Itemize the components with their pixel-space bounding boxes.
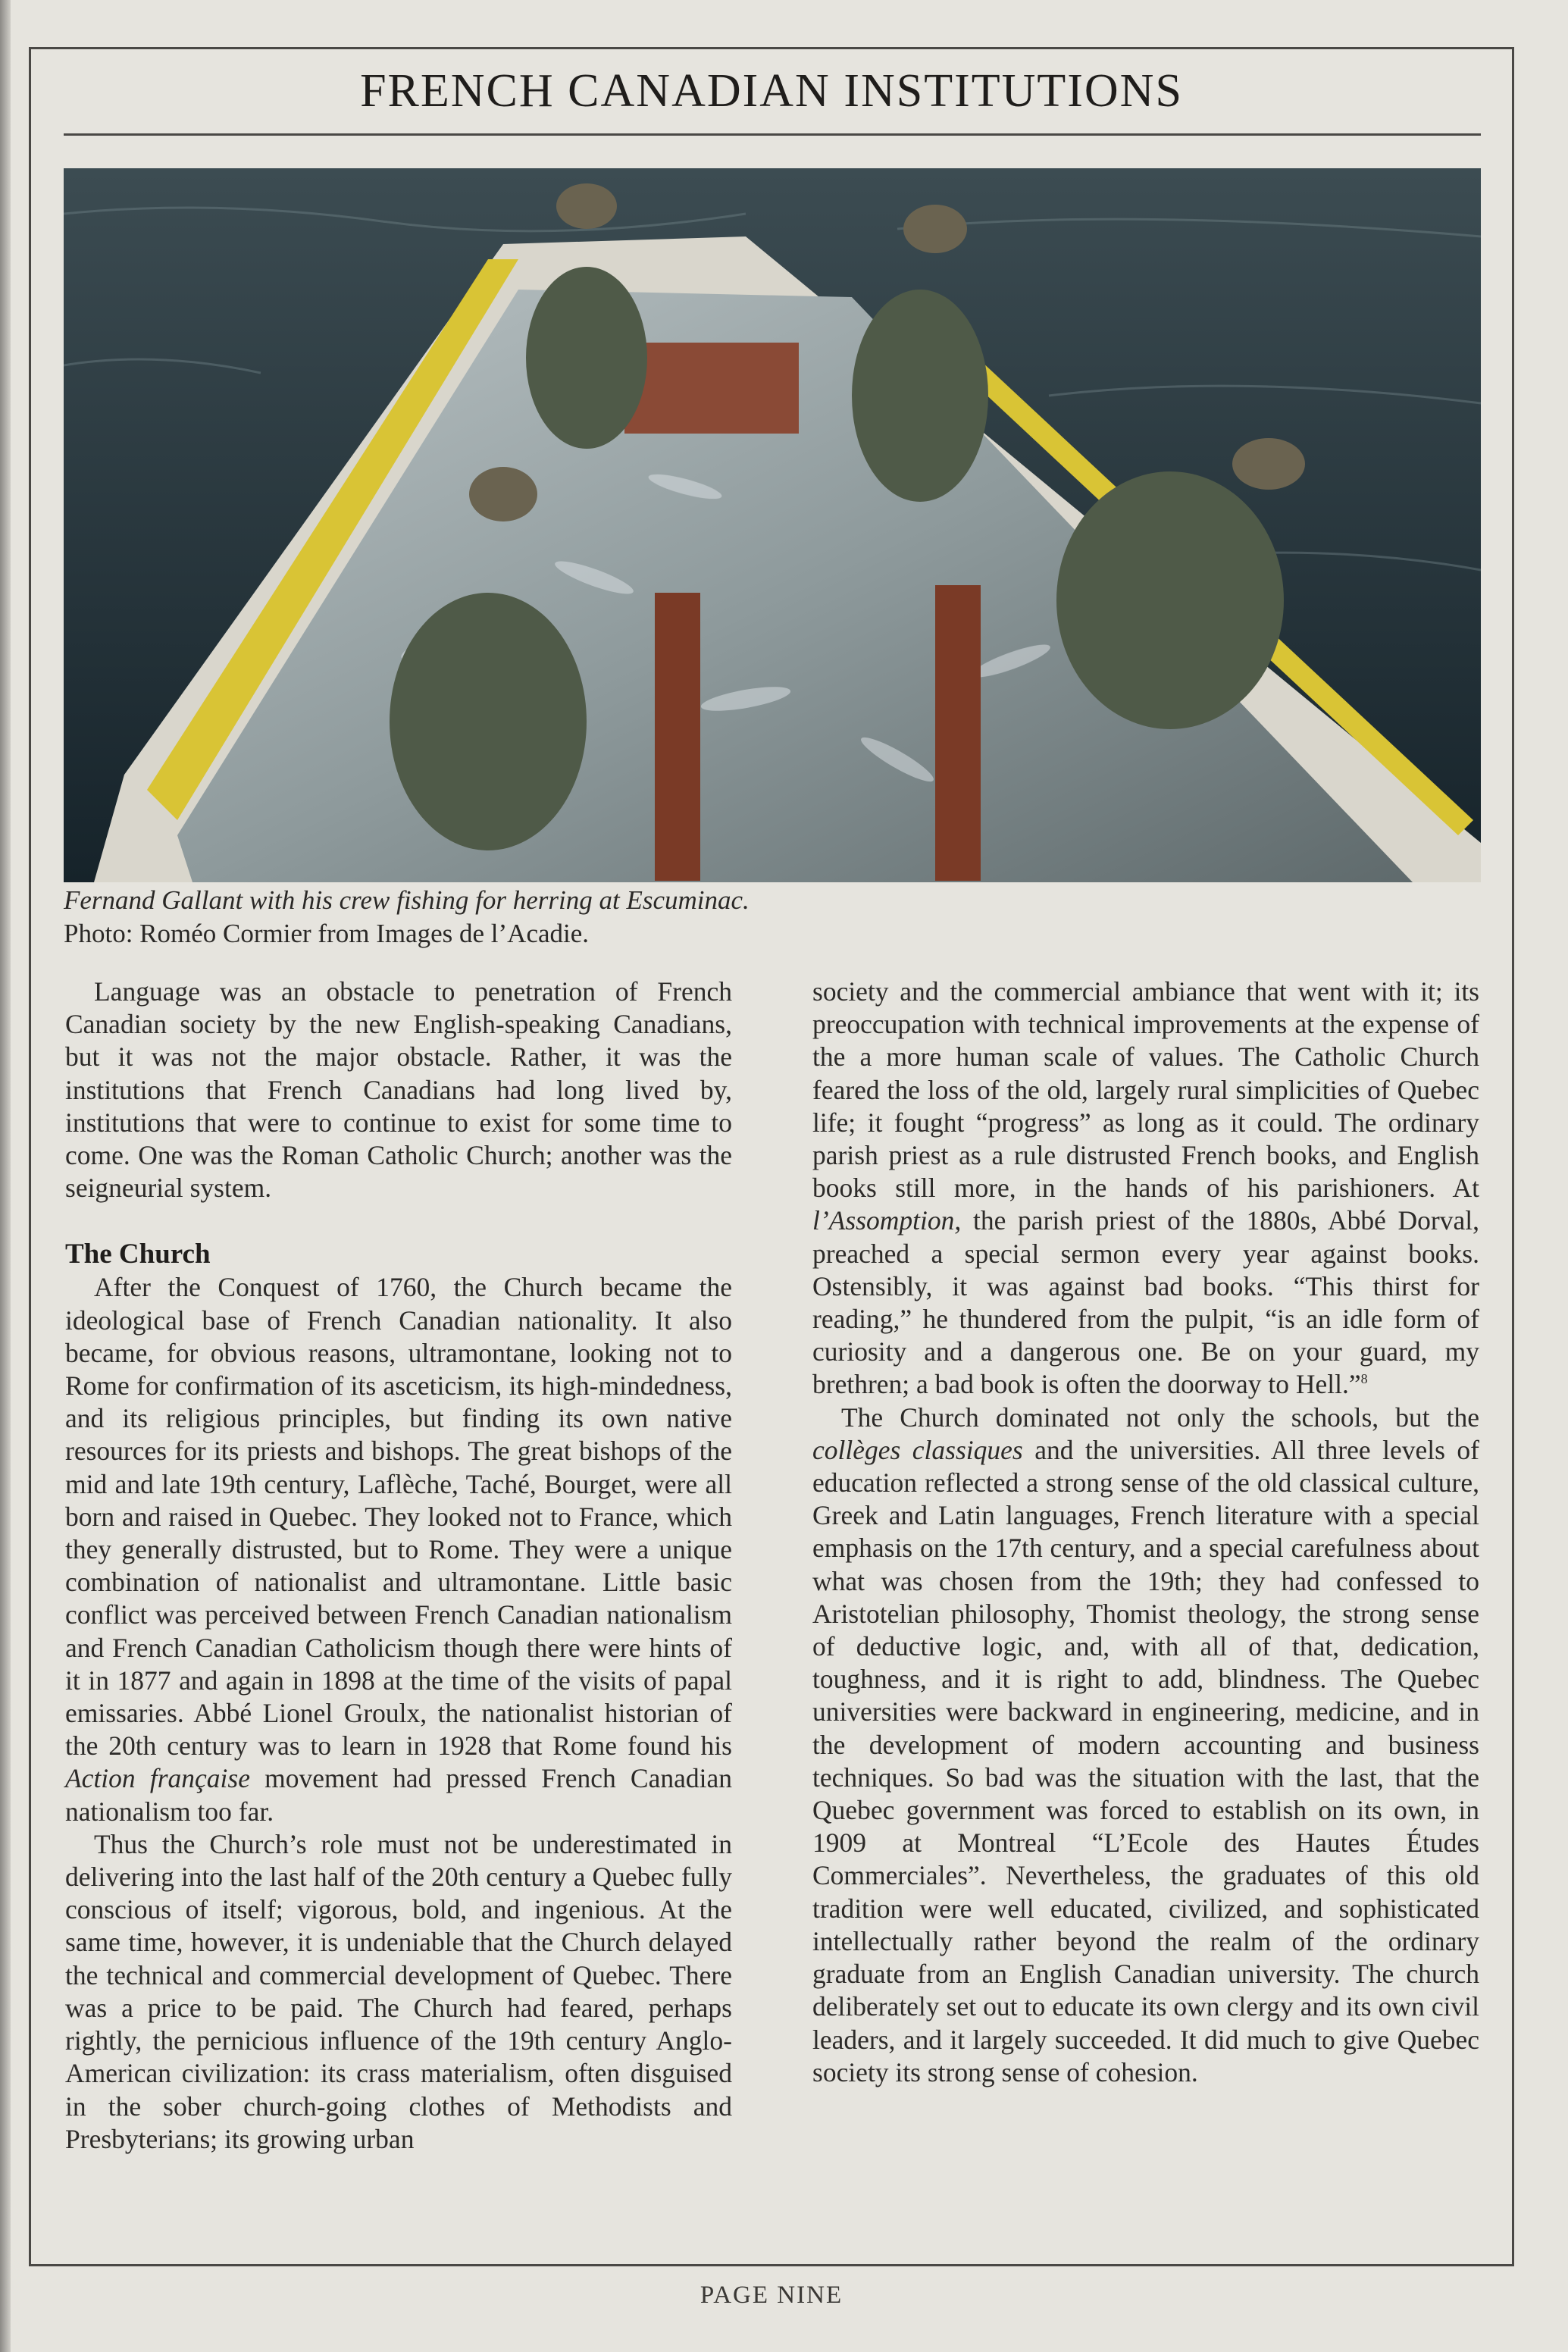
italic-title: Action française	[65, 1763, 250, 1794]
italic-term: collèges classiques	[812, 1434, 1023, 1465]
title-rule	[64, 133, 1481, 136]
footnote-marker: 8	[1360, 1371, 1368, 1387]
left-column	[65, 976, 732, 2156]
paragraph-text: and the universities. All three levels of education reflected a strong sense of the old classical culture, Greek and Latin languages, French literature with a special emphasis on the 17th century, and a special carefulness about what was chosen from the 19th; they had confessed to Aristotelian philosophy, Thomist theology, the strong sense of deductive logic, and, with all of that, dedication, toughness, and it is right to add, blindness. The Quebec universities were backward in engineering, medicine, and in the development of modern accounting and business techniques. So bad was the situation with the last, that the Quebec government was forced to establish on its own, in 1909 at Montreal “L’Ecole des Hautes Études Commerciales”. Nevertheless, the graduates of this old tradition were well educated, civilized, and sophisticated intellectually rather beyond the realm of the ordinary graduate from an English Canadian university. The church deliberately set out to educate its own clergy and its own civil leaders, and it largely succeeded. It did much to give Quebec society its strong sense of cohesion.	[812, 1434, 1479, 2087]
page-title: FRENCH CANADIAN INSTITUTIONS	[360, 65, 1183, 117]
paragraph-text: After the Conquest of 1760, the Church became the ideological base of French Canadian nationality. It also became, for obvious reasons, ultramontane, looking not to Rome for confirmation of its asceticism, its high-mindedness, and its religious principles, but finding its own native resources for its priests and bishops. The great bishops of the mid and late 19th century, Laflèche, Taché, Bourget, were all born and raised in Quebec. They looked not to France, which they generally distrusted, but to Rome. They were a unique combination of nationalist and ultramontane. Little basic conflict was perceived between French Canadian nationalism and French Canadian Catholicism though there were hints of it in 1877 and again in 1898 at the time of the visits of papal emissaries. Abbé Lionel Groulx, the nationalist historian of the 20th century was to learn in 1928 that Rome found his	[65, 1272, 732, 1762]
education-paragraph	[812, 1401, 1479, 2089]
church-paragraph-2: Thus the Church’s role must not be underestimated in delivering into the last half of the 20th century a Quebec fully conscious of itself; vigorous, bold, and ingenious. At the same time, however, it is undeniable that the Church delayed the technical and commercial development of Quebec. There was a price to be paid. The Church had feared, perhaps rightly, the pernicious influence of the 19th century Anglo-American civilization: its crass materialism, often disguised in the sober church-going clothes of Methodists and Presbyterians; its growing urban	[65, 1828, 732, 2154]
paragraph-text: movement had pressed French Canadian nationalism too far.	[65, 1763, 732, 1827]
photo-credit: Photo: Roméo Cormier from Images de l’Acadie.	[64, 919, 590, 948]
page-binding-edge	[0, 0, 11, 2352]
photo-caption	[64, 884, 1481, 951]
paragraph-text: the parish priest of the 1880s, Abbé Dorval, preached a special sermon every year against books. Ostensibly, it was against bad books. “This thirst for reading,” he thundered from the pulpit, “is an idle form of curiosity and a dangerous one. Be on your guard, my brethren; a bad book is often the doorway to Hell.”	[812, 1205, 1480, 1400]
right-column	[812, 976, 1479, 2089]
photo-illustration	[64, 168, 1481, 882]
page-number: PAGE NINE	[699, 2282, 843, 2309]
section-heading-church: The Church	[65, 1239, 211, 1270]
continued-paragraph	[812, 976, 1479, 1401]
italic-place-name: l’Assomption,	[812, 1205, 962, 1236]
paragraph-text: society and the commercial ambiance that went with it; its preoccupation with technical improvements at the expense of the a more human scale of values. The Catholic Church feared the loss of the old, largely rural simplicities of Quebec life; it fought “progress” as long as it could. The ordinary parish priest as a rule distrusted French books, and English books still more, in the hands of his parishioners. At	[812, 976, 1479, 1204]
intro-paragraph: Language was an obstacle to penetration of French Canadian society by the new English-speaking Canadians, but it was not the major obstacle. Rather, it was the institutions that French Canadians had long lived by, institutions that were to continue to exist for some time to come. One was the Roman Catholic Church; another was the seigneurial system.	[65, 976, 732, 1204]
herring-fishing-photo	[64, 168, 1481, 882]
church-paragraph-1	[65, 1271, 732, 1827]
caption-text: Fernand Gallant with his crew fishing for herring at Escuminac.	[64, 885, 750, 915]
paragraph-text: The Church dominated not only the schools, but the	[841, 1401, 1479, 1433]
